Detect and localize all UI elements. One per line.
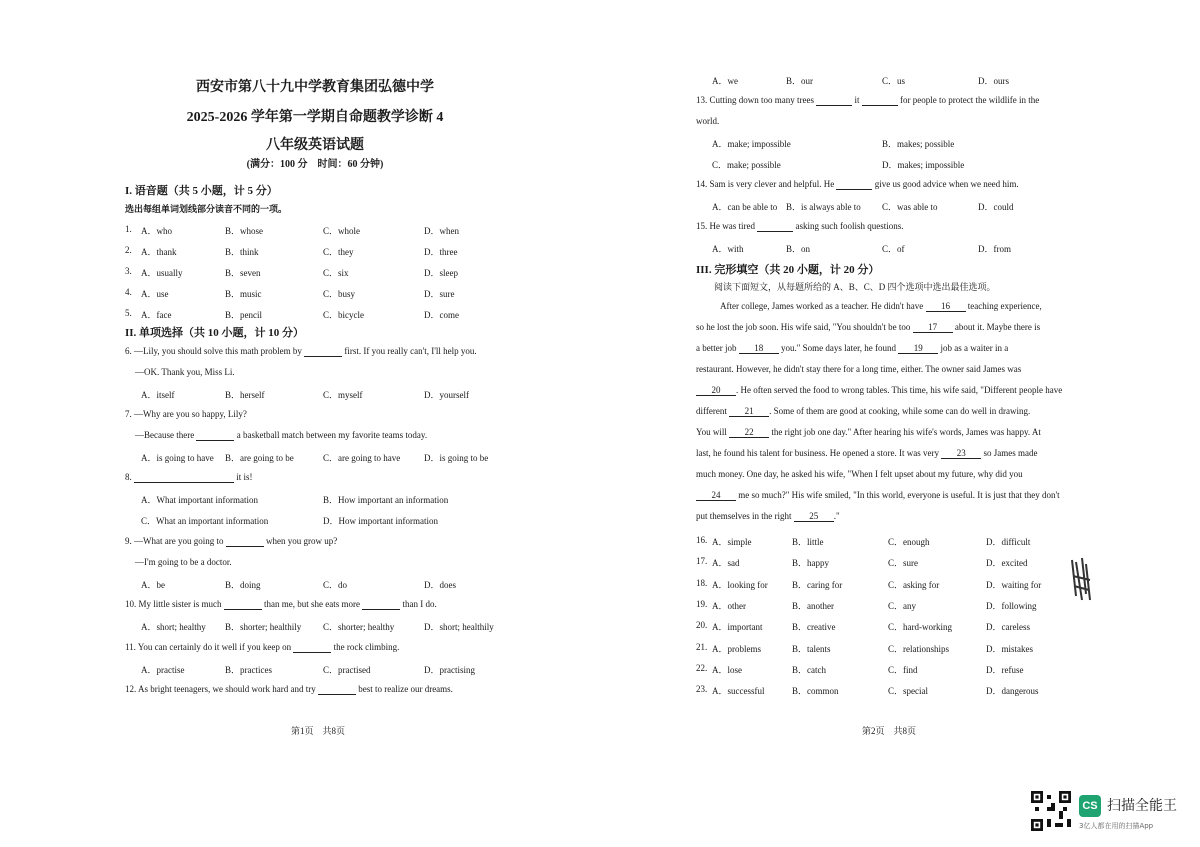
- cloze-blank: 21: [729, 406, 769, 417]
- q10-option-d: D．short; healthily: [424, 622, 494, 632]
- passage-text: about it. Maybe there is: [952, 322, 1041, 332]
- phonetics-option: C．busy: [323, 289, 356, 299]
- cloze-option: C．enough: [888, 537, 930, 547]
- phonetics-option: D．sure: [424, 289, 455, 299]
- cloze-option: D．careless: [986, 622, 1030, 633]
- question-7-reply: —Because there a basketball match between my favorite teams today.: [135, 430, 428, 440]
- question-15-stem: 15. He was tired asking such foolish questions.: [696, 221, 904, 231]
- cloze-option: B．another: [792, 600, 834, 611]
- passage-text: . Some of them are good at cooking, while some can do well in drawing.: [769, 406, 1031, 416]
- question-11-stem: 11. You can certainly do it well if you keep on the rock climbing.: [125, 642, 400, 652]
- phonetics-question-number: 3.: [125, 266, 132, 276]
- passage-line: [720, 301, 1042, 312]
- cloze-option: C．hard-working: [888, 622, 952, 633]
- cloze-option: C．asking for: [888, 579, 940, 590]
- q11-option-d: D．practising: [424, 665, 475, 675]
- cloze-option: D．mistakes: [986, 643, 1033, 654]
- q8-option-b: B．How important an information: [323, 495, 449, 505]
- passage-text: You will: [696, 427, 730, 437]
- answer-blank: [318, 684, 356, 695]
- cloze-question-number: 22.: [696, 662, 708, 673]
- q10-option-b: B．shorter; healthily: [225, 622, 302, 632]
- q7-option-c: C．are going to have: [323, 453, 401, 463]
- cloze-option: D．waiting for: [986, 579, 1042, 590]
- question-9-stem: 9. —What are you going to when you grow up?: [125, 536, 338, 546]
- phonetics-option: A．use: [141, 289, 169, 299]
- phonetics-option: C．they: [323, 247, 354, 257]
- q13-option-b: B．makes; possible: [882, 139, 955, 149]
- cloze-option: B．little: [792, 537, 824, 547]
- cloze-question-number: 23.: [696, 684, 708, 695]
- q10-option-a: A．short; healthy: [141, 622, 206, 632]
- phonetics-option: D．three: [424, 247, 458, 257]
- passage-text: different: [696, 406, 730, 416]
- scanner-watermark: [1031, 791, 1191, 835]
- phonetics-option: C．whole: [323, 226, 360, 236]
- cloze-option: B．catch: [792, 664, 826, 675]
- part3-instruction: 阅读下面短文，从每题所给的 A、B、C、D 四个选项中选出最佳选项。: [714, 282, 996, 292]
- q15-option-a: A．with: [712, 244, 744, 254]
- passage-text: you." Some days later, he found: [778, 343, 899, 353]
- q6-option-b: B．herself: [225, 390, 265, 400]
- cloze-option: A．successful: [712, 686, 765, 697]
- answer-blank: [226, 536, 264, 547]
- cloze-question-number: 17.: [696, 556, 708, 567]
- answer-blank: [196, 430, 234, 441]
- answer-blank: [293, 642, 331, 653]
- phonetics-option: B．whose: [225, 226, 263, 236]
- part1-instruction: 选出每组单词划线部分读音不同的一项。: [125, 204, 288, 214]
- part1-title: I. 语音题（共 5 小题，计 5 分）: [125, 185, 278, 197]
- scanner-tagline: 3亿人都在用的扫描App: [1079, 822, 1154, 830]
- cloze-blank: 19: [898, 343, 938, 354]
- cloze-option: B．talents: [792, 643, 831, 654]
- passage-text: last, he found his talent for business. He opened a store. It was very: [696, 448, 942, 458]
- q14-option-b: B．is always able to: [786, 202, 861, 212]
- phonetics-question-number: 4.: [125, 287, 132, 297]
- cloze-option: D．refuse: [986, 664, 1024, 675]
- phonetics-option: A．thank: [141, 247, 177, 257]
- cloze-option: B．happy: [792, 558, 829, 569]
- passage-text: put themselves in the right: [696, 511, 794, 521]
- answer-blank: [836, 179, 872, 190]
- q15-option-d: D．from: [978, 244, 1011, 254]
- passage-text: job as a waiter in a: [938, 343, 1009, 353]
- phonetics-option: C．six: [323, 268, 349, 278]
- passage-text: much money. One day, he asked his wife, "When I felt upset about my future, why did you: [696, 469, 1023, 479]
- answer-blank: [757, 221, 793, 232]
- passage-text: a better job: [696, 343, 739, 353]
- question-14-stem: 14. Sam is very clever and helpful. He give us good advice when we need him.: [696, 179, 1019, 189]
- phonetics-option: A．who: [141, 226, 172, 236]
- phonetics-option: A．face: [141, 310, 172, 320]
- q15-option-c: C．of: [882, 244, 905, 254]
- part3-title: III. 完形填空（共 20 小题，计 20 分）: [696, 264, 880, 276]
- q15-option-b: B．on: [786, 244, 811, 254]
- answer-blank: [224, 599, 262, 610]
- q9-option-b: B．doing: [225, 580, 261, 590]
- cloze-question-number: 20.: [696, 620, 708, 631]
- cloze-option: C．find: [888, 664, 918, 675]
- passage-line: [696, 364, 1021, 374]
- cloze-blank: 17: [913, 322, 953, 333]
- question-13-cont: world.: [696, 116, 720, 126]
- q10-option-c: C．shorter; healthy: [323, 622, 395, 632]
- answer-blank: [816, 95, 852, 106]
- phonetics-question-number: 5.: [125, 308, 132, 318]
- scanner-app-name: 扫描全能王: [1107, 798, 1177, 814]
- q13-option-c: C．make; possible: [712, 160, 781, 170]
- q11-option-a: A．practise: [141, 665, 185, 675]
- passage-line: [696, 448, 1037, 459]
- question-8-stem: 8. it is!: [125, 472, 253, 482]
- passage-line: [696, 490, 1060, 501]
- q9-option-d: D．does: [424, 580, 456, 590]
- cloze-question-number: 18.: [696, 577, 708, 588]
- cloze-option: A．other: [712, 600, 746, 611]
- passage-text: After college, James worked as a teacher. He didn't have: [720, 301, 926, 311]
- phonetics-question-number: 1.: [125, 224, 132, 234]
- cloze-option: A．simple: [712, 537, 752, 547]
- q8-option-d: D．How important information: [323, 516, 438, 526]
- cloze-option: B．caring for: [792, 579, 843, 590]
- phonetics-option: B．think: [225, 247, 259, 257]
- qr-code-icon: [1031, 791, 1071, 831]
- question-12-stem: 12. As bright teenagers, we should work hard and try best to realize our dreams.: [125, 684, 453, 694]
- cloze-blank: 25: [794, 511, 834, 522]
- page-number-left: 第1页 共8页: [291, 726, 346, 736]
- passage-text: teaching experience,: [965, 301, 1042, 311]
- exam-info: (满分：100 分 时间：60 分钟): [246, 159, 384, 170]
- cloze-question-number: 16.: [696, 535, 708, 545]
- phonetics-option: A．usually: [141, 268, 183, 278]
- cloze-option: C．special: [888, 686, 928, 697]
- cloze-option: D．following: [986, 600, 1037, 611]
- phonetics-option: D．come: [424, 310, 459, 320]
- phonetics-question-number: 2.: [125, 245, 132, 255]
- question-6-stem: 6. —Lily, you should solve this math problem by first. If you really can't, I'll help you.: [125, 346, 477, 356]
- passage-text: .": [833, 511, 840, 521]
- cloze-option: A．looking for: [712, 579, 768, 590]
- cloze-blank: 23: [941, 448, 981, 459]
- q13-option-a: A．make; impossible: [712, 139, 791, 149]
- phonetics-option: D．sleep: [424, 268, 458, 278]
- phonetics-option: B．music: [225, 289, 262, 299]
- page-number-right: 第2页 共8页: [862, 726, 917, 736]
- part2-title: II. 单项选择（共 10 小题，计 10 分）: [125, 327, 305, 339]
- cloze-question-number: 21.: [696, 641, 708, 652]
- passage-line: [696, 469, 1023, 479]
- q7-option-b: B．are going to be: [225, 453, 294, 463]
- ink-scribble: [1068, 556, 1094, 606]
- camscanner-logo-icon: CS: [1079, 795, 1101, 817]
- passage-line: [696, 511, 840, 522]
- q6-option-c: C．myself: [323, 390, 363, 400]
- term-title: 2025-2026 学年第一学期自命题教学诊断 4: [186, 110, 444, 125]
- q9-option-a: A．be: [141, 580, 165, 590]
- school-name: 西安市第八十九中学教育集团弘德中学: [196, 80, 434, 95]
- cloze-question-number: 19.: [696, 598, 708, 609]
- q8-option-c: C．What an important information: [141, 516, 269, 526]
- cloze-blank: 18: [739, 343, 779, 354]
- cloze-blank: 16: [926, 301, 966, 312]
- q11-option-c: C．practised: [323, 665, 371, 675]
- cloze-option: A．problems: [712, 643, 761, 654]
- question-9-reply: —I'm going to be a doctor.: [135, 557, 232, 567]
- q14-option-a: A．can be able to: [712, 202, 778, 212]
- q12-option-b: B．our: [786, 76, 814, 86]
- q6-option-d: D．yourself: [424, 390, 469, 400]
- phonetics-option: D．when: [424, 226, 459, 236]
- q8-option-a: A．What important information: [141, 495, 258, 505]
- passage-line: [696, 343, 1008, 354]
- passage-text: . He often served the food to wrong tables. This time, his wife said, "Different people have: [736, 385, 1063, 395]
- q9-option-c: C．do: [323, 580, 348, 590]
- answer-blank: [862, 95, 898, 106]
- answer-blank: [134, 472, 234, 483]
- passage-text: restaurant. However, he didn't stay there for a long time, either. The owner said James was: [696, 364, 1022, 374]
- passage-line: [696, 385, 1062, 396]
- q14-option-c: C．was able to: [882, 202, 938, 212]
- q12-option-d: D．ours: [978, 76, 1009, 86]
- answer-blank: [304, 346, 342, 357]
- passage-line: [696, 406, 1030, 417]
- question-6-reply: —OK. Thank you, Miss Li.: [135, 367, 235, 377]
- cloze-option: C．any: [888, 600, 916, 611]
- question-13-stem: 13. Cutting down too many trees it for people to protect the wildlife in the: [696, 95, 1040, 105]
- phonetics-option: C．bicycle: [323, 310, 364, 320]
- q12-option-a: A．we: [712, 76, 738, 86]
- passage-text: me so much?" His wife smiled, "In this world, everyone is useful. It is just that they don't: [736, 490, 1060, 500]
- phonetics-option: B．pencil: [225, 310, 262, 320]
- q12-option-c: C．us: [882, 76, 906, 86]
- q13-option-d: D．makes; impossible: [882, 160, 965, 170]
- question-10-stem: 10. My little sister is much than me, but she eats more than I do.: [125, 599, 437, 609]
- cloze-option: C．sure: [888, 558, 918, 569]
- passage-text: the right job one day." After hearing his wife's words, James was happy. At: [769, 427, 1041, 437]
- question-7-stem: 7. —Why are you so happy, Lily?: [125, 409, 247, 419]
- passage-line: [696, 322, 1040, 333]
- phonetics-option: B．seven: [225, 268, 261, 278]
- passage-text: so he lost the job soon. His wife said, "You shouldn't be too: [696, 322, 913, 332]
- cloze-option: D．difficult: [986, 537, 1031, 547]
- q6-option-a: A．itself: [141, 390, 175, 400]
- cloze-blank: 24: [696, 490, 736, 501]
- cloze-blank: 22: [729, 427, 769, 438]
- cloze-option: A．sad: [712, 558, 740, 569]
- cloze-blank: 20: [696, 385, 736, 396]
- answer-blank: [362, 599, 400, 610]
- cloze-option: B．creative: [792, 622, 836, 633]
- cloze-option: C．relationships: [888, 643, 949, 654]
- exam-subject: 八年级英语试题: [266, 138, 364, 153]
- passage-text: so James made: [981, 448, 1038, 458]
- cloze-option: D．dangerous: [986, 686, 1039, 697]
- cloze-option: D．excited: [986, 558, 1028, 569]
- cloze-option: B．common: [792, 686, 839, 697]
- q7-option-d: D．is going to be: [424, 453, 489, 463]
- cloze-option: A．important: [712, 622, 763, 633]
- passage-line: [696, 427, 1041, 438]
- cloze-option: A．lose: [712, 664, 742, 675]
- q7-option-a: A．is going to have: [141, 453, 214, 463]
- q14-option-d: D．could: [978, 202, 1014, 212]
- q11-option-b: B．practices: [225, 665, 272, 675]
